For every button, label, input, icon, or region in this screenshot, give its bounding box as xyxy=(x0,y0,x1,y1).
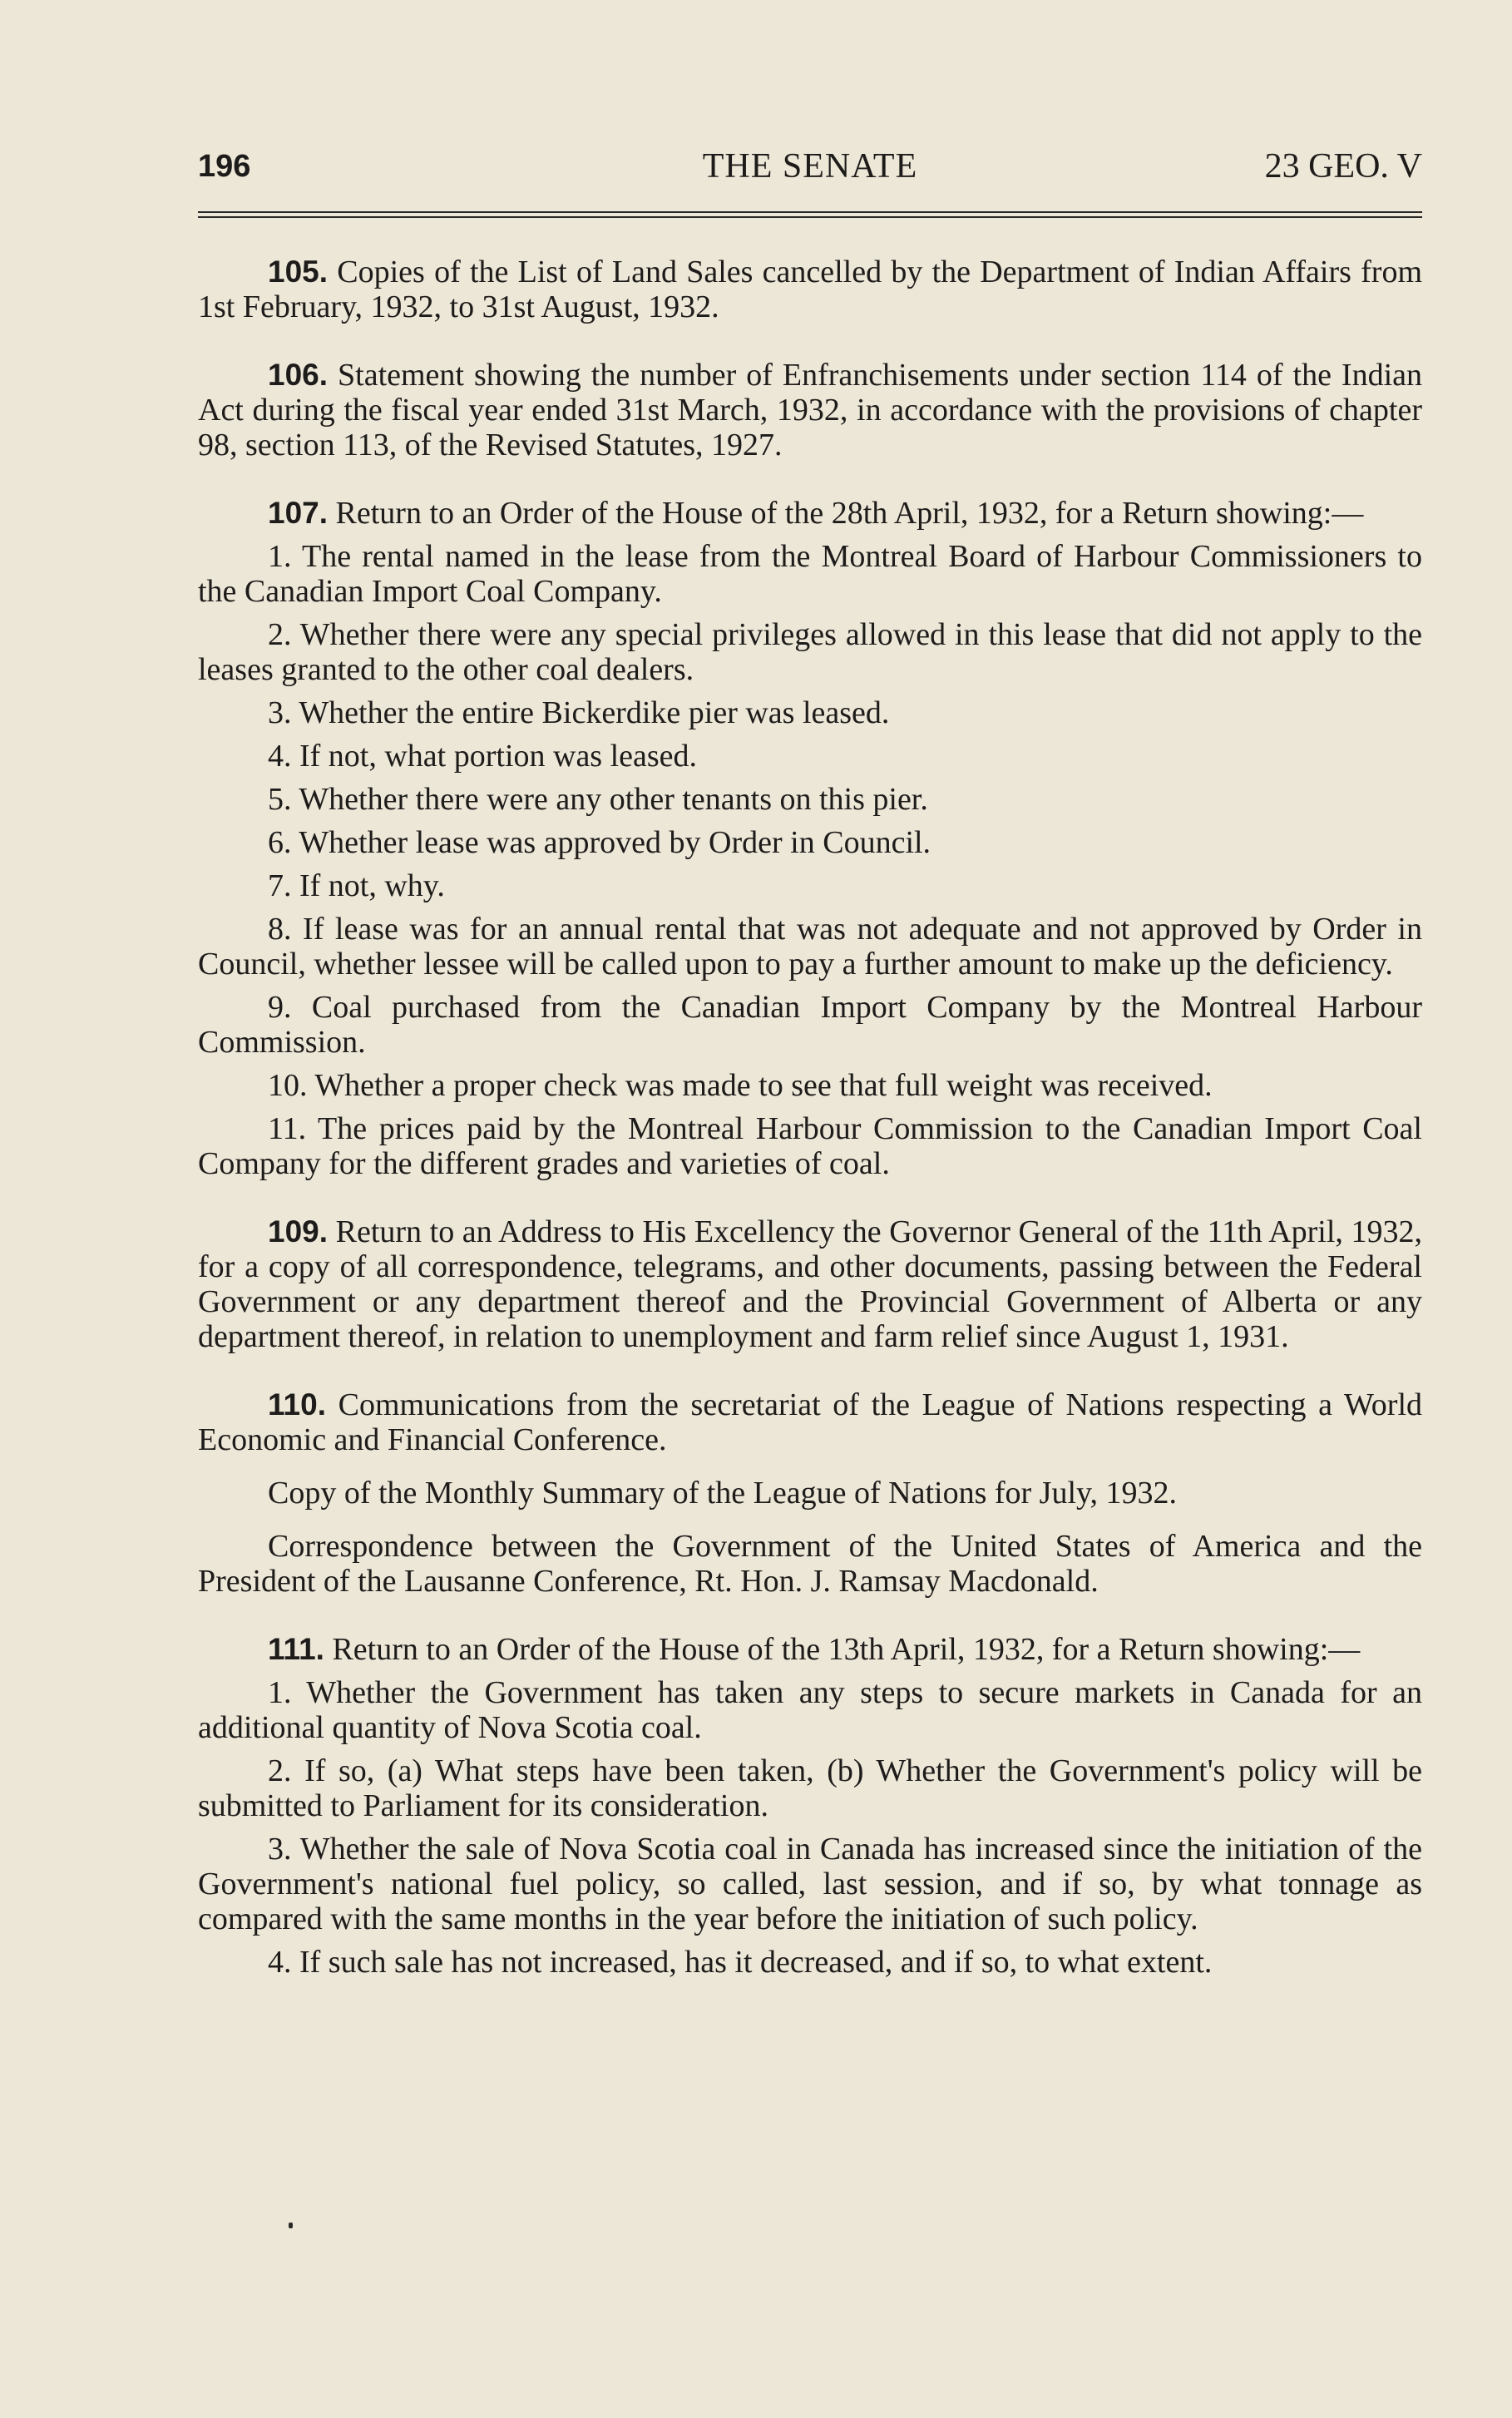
entry-paragraph xyxy=(198,1387,1422,1457)
list-item: 5. Whether there were any other tenants on this pier. xyxy=(268,782,928,817)
entry-107 xyxy=(198,496,1422,1181)
entry-text: Return to an Order of the House of the 13th April, 1932, for a Return showing:— xyxy=(332,1632,1361,1667)
list-item: 11. The prices paid by the Montreal Harbour Commission to the Canadian Import Coal Company for the different grades and varieties of coal. xyxy=(198,1111,1422,1181)
page-title: THE SENATE xyxy=(702,147,918,185)
list-item: 1. The rental named in the lease from the Montreal Board of Harbour Commissioners to the Canadian Import Coal Company. xyxy=(198,539,1422,609)
entry-paragraph xyxy=(198,255,1422,324)
list-item: 4. If such sale has not increased, has it decreased, and if so, to what extent. xyxy=(268,1945,1213,1980)
entry-extra-paragraph: Correspondence between the Government of the United States of America and the President of the Lausanne Conference, Rt. Hon. J. Ramsay Macdonald. xyxy=(198,1529,1422,1599)
list-item: 9. Coal purchased from the Canadian Import Company by the Montreal Harbour Commission. xyxy=(198,990,1422,1060)
entry-paragraph xyxy=(198,1214,1422,1354)
list-item: 3. Whether the sale of Nova Scotia coal in Canada has increased since the initiation of the Government's national fuel policy, so called, last session, and if so, by what tonnage as compared with the same months in the year before the initiation of such policy. xyxy=(198,1832,1422,1936)
list-item: 4. If not, what portion was leased. xyxy=(268,739,698,774)
entry-number: 106. xyxy=(268,358,329,392)
entry-text: Copies of the List of Land Sales cancelled by the Department of Indian Affairs from 1st February, 1932, to 31st August, 1932. xyxy=(198,255,1423,324)
page-number: 196 xyxy=(198,149,251,184)
list-item: 2. If so, (a) What steps have been taken, (b) Whether the Government's policy will be submitted to Parliament for its consideration. xyxy=(198,1753,1422,1823)
list-item: 10. Whether a proper check was made to see that full weight was received. xyxy=(268,1068,1213,1103)
list-item: 2. Whether there were any special privileges allowed in this lease that did not apply to the leases granted to the other coal dealers. xyxy=(198,617,1422,687)
entry-text: Return to an Address to His Excellency the Governor General of the 11th April, 1932, for a copy of all correspondence, telegrams, and other documents, passing between the Federal Government or any department thereof and the Provincial Government of Alberta or any department thereof, in relation to unemployment and farm relief since August 1, 1931. xyxy=(198,1214,1423,1354)
entry-number: 107. xyxy=(268,496,329,530)
list-item: 6. Whether lease was approved by Order in Council. xyxy=(268,825,931,860)
entry-extra-paragraph: Copy of the Monthly Summary of the League of Nations for July, 1932. xyxy=(268,1476,1178,1511)
regnal-year: 23 GEO. V xyxy=(1264,147,1422,185)
entry-number: 109. xyxy=(268,1214,329,1249)
list-item: 1. Whether the Government has taken any steps to secure markets in Canada for an additional quantity of Nova Scotia coal. xyxy=(198,1675,1422,1745)
entry-106 xyxy=(198,358,1422,462)
entry-110 xyxy=(198,1387,1422,1599)
list-item: 8. If lease was for an annual rental that was not adequate and not approved by Order in Council, whether lessee will be called upon to pay a further amount to make up the deficiency. xyxy=(198,912,1422,982)
document-body xyxy=(198,255,1422,1980)
entry-text: Statement showing the number of Enfranchisements under section 114 of the Indian Act during the fiscal year ended 31st March, 1932, in accordance with the provisions of chapter 98, section 113, of the Revised Statutes, 1927. xyxy=(198,358,1423,462)
entry-number: 110. xyxy=(268,1387,326,1422)
entry-text: Communications from the secretariat of the League of Nations respecting a World Economic and Financial Conference. xyxy=(198,1387,1423,1457)
entry-number: 111. xyxy=(268,1632,324,1666)
entry-109 xyxy=(198,1214,1422,1354)
ink-speck xyxy=(289,2223,293,2228)
entry-105 xyxy=(198,255,1422,324)
entry-paragraph xyxy=(198,496,1422,531)
header-double-rule xyxy=(198,211,1422,218)
entry-111 xyxy=(198,1632,1422,1980)
entry-text: Return to an Order of the House of the 28th April, 1932, for a Return showing:— xyxy=(335,496,1364,531)
document-page xyxy=(198,140,1422,2013)
list-item: 3. Whether the entire Bickerdike pier was leased. xyxy=(268,695,890,730)
running-header xyxy=(198,140,1422,193)
entry-paragraph xyxy=(198,1632,1422,1667)
list-item: 7. If not, why. xyxy=(268,868,445,903)
entry-number: 105. xyxy=(268,255,329,289)
entry-paragraph xyxy=(198,358,1422,462)
